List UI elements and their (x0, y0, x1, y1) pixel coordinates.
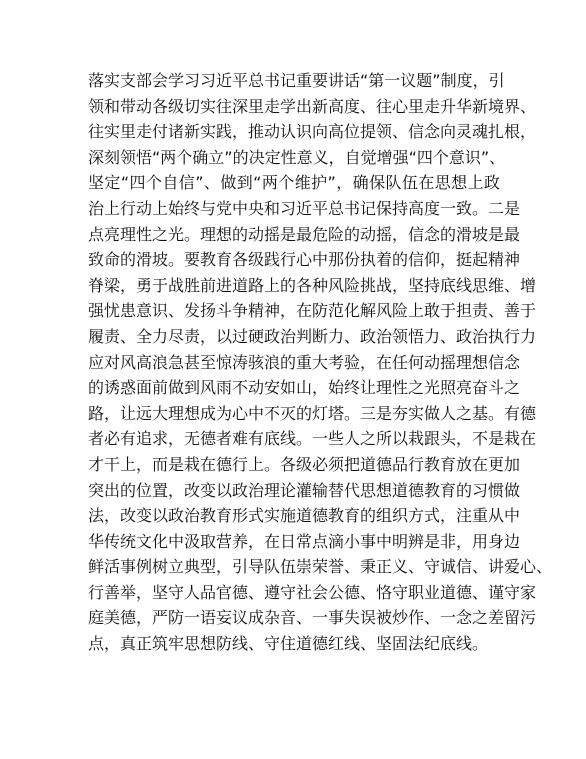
text-line: 治上行动上始终与党中央和习近平总书记保持高度一致。二是 (88, 198, 521, 218)
text-line: 深刻领悟“两个确立”的决定性意义，自觉增强“四个意识”、 (88, 147, 506, 167)
text-line: 脊梁，勇于战胜前进道路上的各种风险挑战，坚持底线思维、增 (88, 275, 537, 295)
text-line: 履责、全力尽责，以过硬政治判断力、政治领悟力、政治执行力 (88, 326, 537, 346)
text-line: 往实里走付诸新实践，推动认识向高位提领、信念向灵魂扎根， (88, 122, 537, 142)
body-paragraph (88, 68, 553, 657)
text-line: 点亮理性之光。理想的动摇是最危险的动摇，信念的滑坡是最 (88, 224, 521, 244)
text-line: 突出的位置，改变以政治理论灌输替代思想道德教育的习惯做 (88, 480, 521, 500)
text-line: 坚定“四个自信”、做到“两个维护”，确保队伍在思想上政 (88, 173, 500, 193)
text-line: 领和带动各级切实往深里走学出新高度、往心里走升华新境界、 (88, 96, 537, 116)
text-line: 路，让远大理想成为心中不灭的灯塔。三是夯实做人之基。有德 (88, 403, 537, 423)
text-line: 点，真正筑牢思想防线、守住道德红线、坚固法纪底线。 (88, 634, 489, 654)
text-line: 强忧患意识、发扬斗争精神，在防范化解风险上敢于担责、善于 (88, 301, 537, 321)
text-line: 行善举，坚守人品官德、遵守社会公德、恪守职业道德、谨守家 (88, 582, 537, 602)
text-line: 的诱惑面前做到风雨不动安如山，始终让理性之光照亮奋斗之 (88, 378, 521, 398)
text-line: 者必有追求，无德者难有底线。一些人之所以栽跟头，不是栽在 (88, 429, 537, 449)
text-line: 法，改变以政治教育形式实施道德教育的组织方式，注重从中 (88, 506, 521, 526)
text-line: 庭美德，严防一语妄议成杂音、一事失误被炒作、一念之差留污 (88, 608, 537, 628)
text-line: 华传统文化中汲取营养，在日常点滴小事中明辨是非，用身边 (88, 531, 521, 551)
text-line: 鲜活事例树立典型，引导队伍崇荣誉、秉正义、守诚信、讲爱心、 (88, 557, 553, 577)
text-line: 才干上，而是栽在德行上。各级必须把道德品行教育放在更加 (88, 454, 521, 474)
text-line: 致命的滑坡。要教育各级践行心中那份执着的信仰，挺起精神 (88, 250, 521, 270)
text-line: 落实支部会学习习近平总书记重要讲话“第一议题”制度，引 (88, 71, 505, 90)
text-line: 应对风高浪急甚至惊涛骇浪的重大考验，在任何动摇理想信念 (88, 352, 521, 372)
